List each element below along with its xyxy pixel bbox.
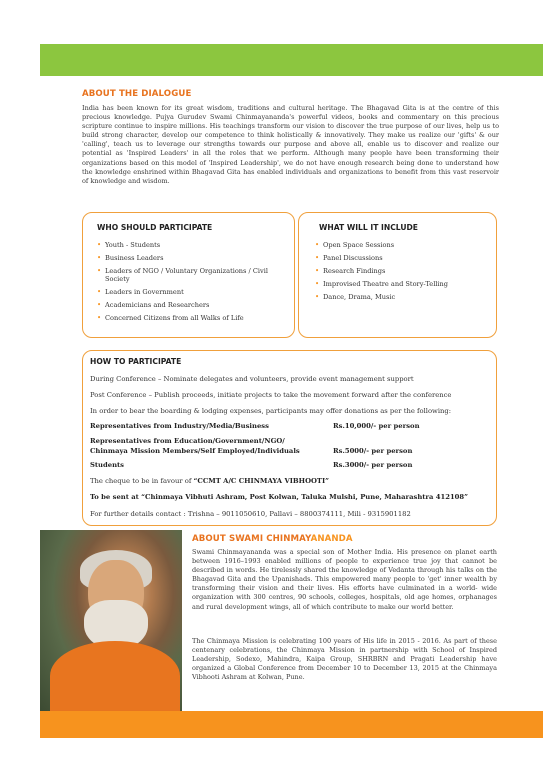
cheque-line xyxy=(90,477,329,485)
sent-line xyxy=(90,493,468,501)
bottom-orange-band xyxy=(40,711,543,738)
price-row-price: Rs.5000/- per person xyxy=(333,447,413,455)
during-conference-text: During Conference – Nominate delegates and volunteers, provide event management support xyxy=(90,375,414,383)
who-participate-list xyxy=(97,241,287,327)
list-item: • Concerned Citizens from all Walks of Life xyxy=(97,314,287,322)
list-item: • Leaders of NGO / Voluntary Organizations / Civil Society xyxy=(97,267,287,284)
what-will-it-include-box xyxy=(298,212,497,338)
what-include-list xyxy=(315,241,490,306)
cheque-name: “CCMT A/C CHINMAYA VIBHOOTI” xyxy=(193,477,330,485)
contact-line: For further details contact : Trishna – 9011050610, Pallavi – 8800374111, Mili - 9315901182 xyxy=(90,510,411,518)
about-dialogue-title: ABOUT THE DIALOGUE xyxy=(82,89,192,99)
list-item: • Academicians and Researchers xyxy=(97,301,287,309)
sent-prefix: To be sent at xyxy=(90,493,142,501)
about-swami-title xyxy=(192,534,353,544)
who-should-participate-box xyxy=(82,212,295,338)
price-row-price: Rs.3000/- per person xyxy=(333,461,413,469)
post-conference-text: Post Conference – Publish proceeds, initiate projects to take the movement forward after the conference xyxy=(90,391,452,399)
list-item: • Panel Discussions xyxy=(315,254,490,262)
price-row-label: Representatives from Education/Government/NGO/ xyxy=(90,437,285,445)
expenses-text: In order to bear the boarding & lodging expenses, participants may offer donations as per the following: xyxy=(90,407,452,415)
price-row-label: Representatives from Industry/Media/Business xyxy=(90,422,269,430)
how-participate-title: HOW TO PARTICIPATE xyxy=(90,357,182,366)
sent-address: “Chinmaya Vibhuti Ashram, Post Kolwan, Taluka Mulshi, Pune, Maharashtra 412108” xyxy=(141,493,469,501)
swami-photo xyxy=(40,530,182,711)
list-item: • Research Findings xyxy=(315,267,490,275)
top-green-band xyxy=(40,44,543,76)
about-swami-title-a: ABOUT SWAMI CHINMAY xyxy=(192,534,311,544)
list-item: • Youth - Students xyxy=(97,241,287,249)
list-item: • Business Leaders xyxy=(97,254,287,262)
what-include-title: WHAT WILL IT INCLUDE xyxy=(319,223,418,232)
cheque-prefix: The cheque to be in favour of xyxy=(90,477,194,485)
about-swami-para2: The Chinmaya Mission is celebrating 100 years of His life in 2015 - 2016. As part of these centenary celebrations, the Chinmaya Mission in partnership with School of Inspired Leadership, Sodexo, Mahindra, Kaipa Group, SHRBRN and Pragati Leadership have organized a Global Conference from December 10 to December 13, 2015 at the Chinmaya Vibhooti Ashram at Kolwan, Pune. xyxy=(192,637,497,682)
about-swami-title-b: ANANDA xyxy=(310,534,353,544)
photo-robe xyxy=(50,641,180,711)
price-row-price: Rs.10,000/- per person xyxy=(333,422,420,430)
who-participate-title: WHO SHOULD PARTICIPATE xyxy=(97,223,213,232)
list-item: • Leaders in Government xyxy=(97,288,287,296)
list-item: • Improvised Theatre and Story-Telling xyxy=(315,280,490,288)
list-item: • Open Space Sessions xyxy=(315,241,490,249)
about-swami-para1: Swami Chinmayananda was a special son of Mother India. His presence on planet earth between 1916–1993 enabled millions of people to experience true joy that cannot be described in words. He tirelessly shared the knowledge of Vedanta through his talks on the Bhagavad Gita and the Upanishads. This empowered many people to 'get' inner wealth by transforming their vision and their lives. His efforts have culminated in a world- wide organization with 300 centres, 90 schools, colleges, hospitals, old age homes, orphanages and rural development wings, all of which contribute to make our world better. xyxy=(192,548,497,611)
list-item: • Dance, Drama, Music xyxy=(315,293,490,301)
price-row-label: Chinmaya Mission Members/Self Employed/Individuals xyxy=(90,447,300,455)
price-row-label: Students xyxy=(90,461,124,469)
about-dialogue-body: India has been known for its great wisdom, traditions and cultural heritage. The Bhagavad Gita is at the centre of this precious knowledge. Pujya Gurudev Swami Chinmayananda's powerful videos, books and commentary on this precious scripture continue to inspire millions. His teachings transform our vision to discover the true purpose of our lives, help us to build strong character, develop our competence to think holistically & innovatively. They make us realize our 'gifts' & our 'calling', teach us to leverage our strengths towards our purpose and above all, enable us to discover and realize our potential as 'Inspired Leaders' in all the roles that we perform. Although many people have been transforming their organizations based on this model of 'Inspired Leadership', we do not have enough research being done to understand how the knowledge enshrined within Bhagavad Gita has enabled individuals and organizations to benefit from this vast reservoir of knowledge and wisdom. xyxy=(82,104,499,185)
